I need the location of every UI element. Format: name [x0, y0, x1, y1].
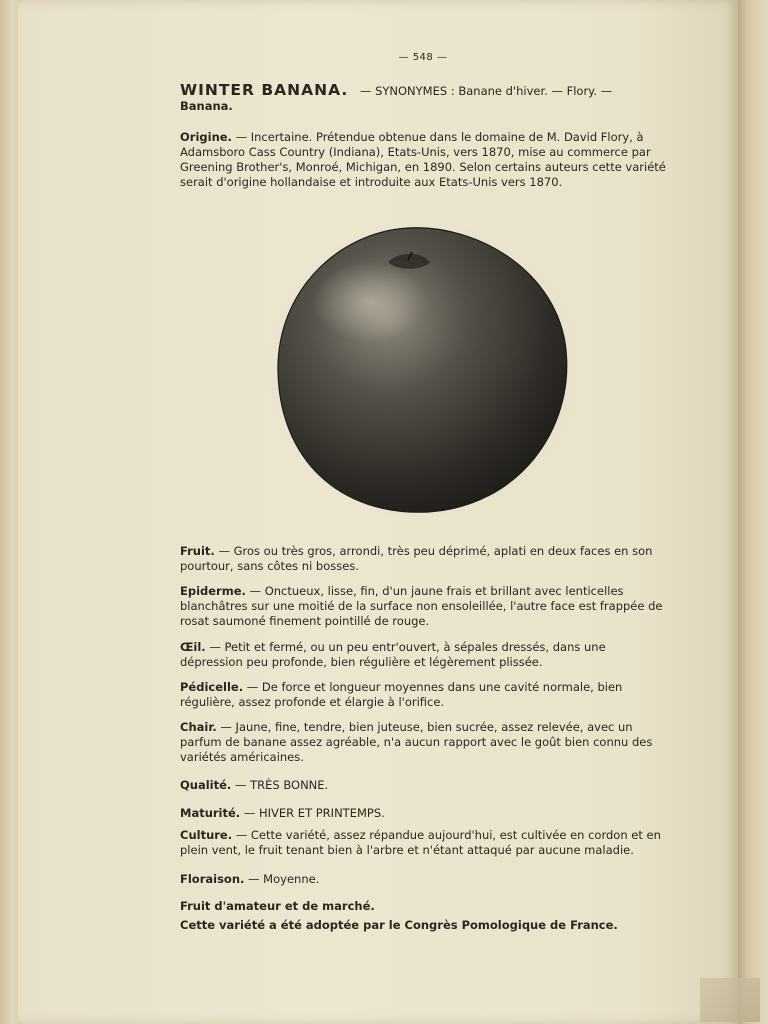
footer-line-adopted: Cette variété a été adoptée par le Congrès Pomologique de France. — [180, 918, 618, 932]
section-label: Maturité. — [180, 806, 241, 820]
section-epiderme — [180, 584, 666, 629]
corner-logo — [700, 978, 760, 1022]
origin-paragraph — [180, 130, 666, 190]
entry-heading — [180, 82, 666, 115]
section-label: Culture. — [180, 828, 233, 842]
section-fruit — [180, 544, 666, 574]
section-text: — Onctueux, lisse, fin, d'un jaune frais et brillant avec lenticelles blanchâtres sur une moitié de la surface non ensoleillée, l'autre face est frappée de rosat saumoné finement pointillé de rouge. — [180, 584, 663, 628]
section-text: — Petit et fermé, ou un peu entr'ouvert, à sépales dressés, dans une dépression peu profonde, bien régulière et légèrement plissée. — [180, 640, 606, 669]
book-right-edge — [738, 0, 768, 1024]
synonyms: — SYNONYMES : Banane d'hiver. — Flory. — — [359, 84, 613, 98]
section-oeil — [180, 640, 666, 670]
section-label: Œil. — [180, 640, 206, 654]
section-label: Fruit. — [180, 544, 215, 558]
section-text: — De force et longueur moyennes dans une cavité normale, bien régulière, assez profonde et élargie à l'orifice. — [180, 680, 623, 709]
variety-title: WINTER BANANA. — [180, 81, 349, 99]
footer-line-amateur: Fruit d'amateur et de marché. — [180, 899, 375, 913]
section-maturite — [180, 806, 666, 821]
origin-text: — Incertaine. Prétendue obtenue dans le domaine de M. David Flory, à Adamsboro Cass Country (Indiana), Etats-Unis, vers 1870, mise au commerce par Greening Brother's, Monroé, Michigan, en 1890. Selon certains auteurs cette variété serait d'origine hollandaise et introduite aux Etats-Unis vers 1870. — [180, 130, 666, 189]
section-label: Floraison. — [180, 872, 245, 886]
page-number: — 548 — — [398, 52, 448, 63]
section-label: Chair. — [180, 720, 217, 734]
section-text: — Jaune, fine, tendre, bien juteuse, bien sucrée, assez relevée, avec un parfum de banane assez agréable, n'a aucun rapport avec le goût bien connu des variétés américaines. — [180, 720, 653, 764]
section-chair — [180, 720, 666, 765]
section-culture — [180, 828, 666, 858]
section-text: — Cette variété, assez répandue aujourd'hui, est cultivée en cordon et en plein vent, le fruit tenant bien à l'arbre et n'étant attaqué par aucune maladie. — [180, 828, 661, 857]
section-floraison — [180, 872, 666, 887]
section-text: — TRÈS BONNE. — [234, 778, 329, 792]
section-text: — HIVER ET PRINTEMPS. — [243, 806, 385, 820]
section-label: Pédicelle. — [180, 680, 244, 694]
apple-illustration — [258, 222, 578, 522]
synonyms-continuation: Banana. — [180, 99, 233, 113]
section-text: — Gros ou très gros, arrondi, très peu déprimé, aplati en deux faces en son pourtour, sans côtes ni bosses. — [180, 544, 653, 573]
section-text: — Moyenne. — [248, 872, 320, 886]
section-qualite — [180, 778, 666, 793]
origin-label: Origine. — [180, 130, 232, 144]
section-label: Qualité. — [180, 778, 232, 792]
apple-drawing — [258, 222, 578, 522]
section-pedicelle — [180, 680, 666, 710]
section-label: Epiderme. — [180, 584, 246, 598]
